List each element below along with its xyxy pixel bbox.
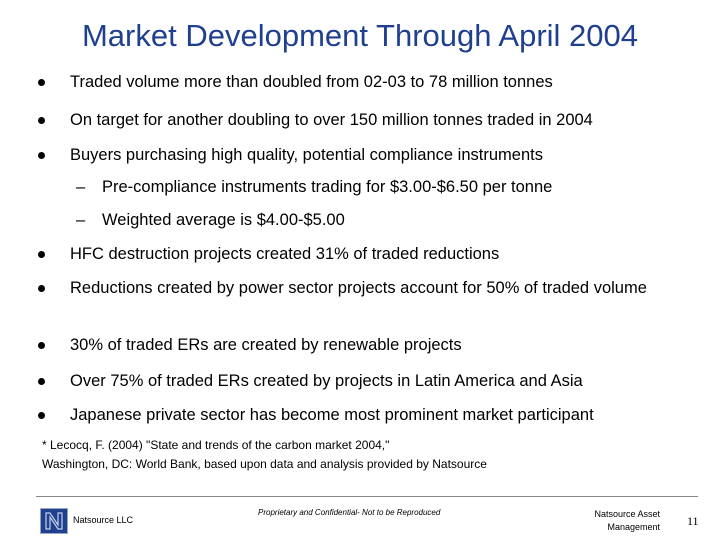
bullet-dot-icon: [38, 117, 45, 124]
dash-icon: –: [76, 211, 86, 229]
bullet-dot-icon: [38, 342, 45, 349]
bullet-text: Over 75% of traded ERs created by projects in Latin America and Asia: [70, 372, 583, 390]
bullet-dot-icon: [38, 251, 45, 258]
bullet-dot-icon: [38, 378, 45, 385]
bullet-text: Buyers purchasing high quality, potential compliance instruments: [70, 146, 543, 164]
bullet-text: Japanese private sector has become most prominent market participant: [70, 406, 594, 424]
bullet-text: HFC destruction projects created 31% of traded reductions: [70, 245, 500, 263]
bullet-dot-icon: [38, 412, 45, 419]
slide-title: Market Development Through April 2004: [81, 18, 639, 53]
footnote-line: * Lecocq, F. (2004) "State and trends of the carbon market 2004,": [42, 438, 390, 452]
sub-bullet-text: Weighted average is $4.00-$5.00: [102, 211, 345, 229]
footer-asset-management: [580, 508, 660, 534]
sub-bullet-text: Pre-compliance instruments trading for $3.00-$6.50 per tonne: [102, 178, 553, 196]
footer-asset-line: Natsource Asset: [594, 509, 660, 519]
footnote: [42, 436, 487, 474]
bullet-text: Reductions created by power sector projects account for 50% of traded volume: [70, 279, 647, 297]
page-number: 11: [687, 514, 699, 528]
bullet-text: Traded volume more than doubled from 02-03 to 78 million tonnes: [70, 73, 553, 91]
footer-divider: [36, 496, 698, 497]
bullet-text: On target for another doubling to over 150 million tonnes traded in 2004: [70, 111, 593, 129]
footnote-line: Washington, DC: World Bank, based upon data and analysis provided by Natsource: [42, 457, 487, 471]
footer-confidential: Proprietary and Confidential- Not to be Reproduced: [258, 508, 441, 517]
footer-company: Natsource LLC: [73, 515, 134, 525]
bullet-dot-icon: [38, 285, 45, 292]
bullet-dot-icon: [38, 152, 45, 159]
dash-icon: –: [76, 178, 86, 196]
bullet-dot-icon: [38, 79, 45, 86]
footer-asset-line: Management: [607, 522, 660, 532]
natsource-logo-icon: [40, 508, 68, 534]
bullet-text: 30% of traded ERs are created by renewable projects: [70, 336, 462, 354]
